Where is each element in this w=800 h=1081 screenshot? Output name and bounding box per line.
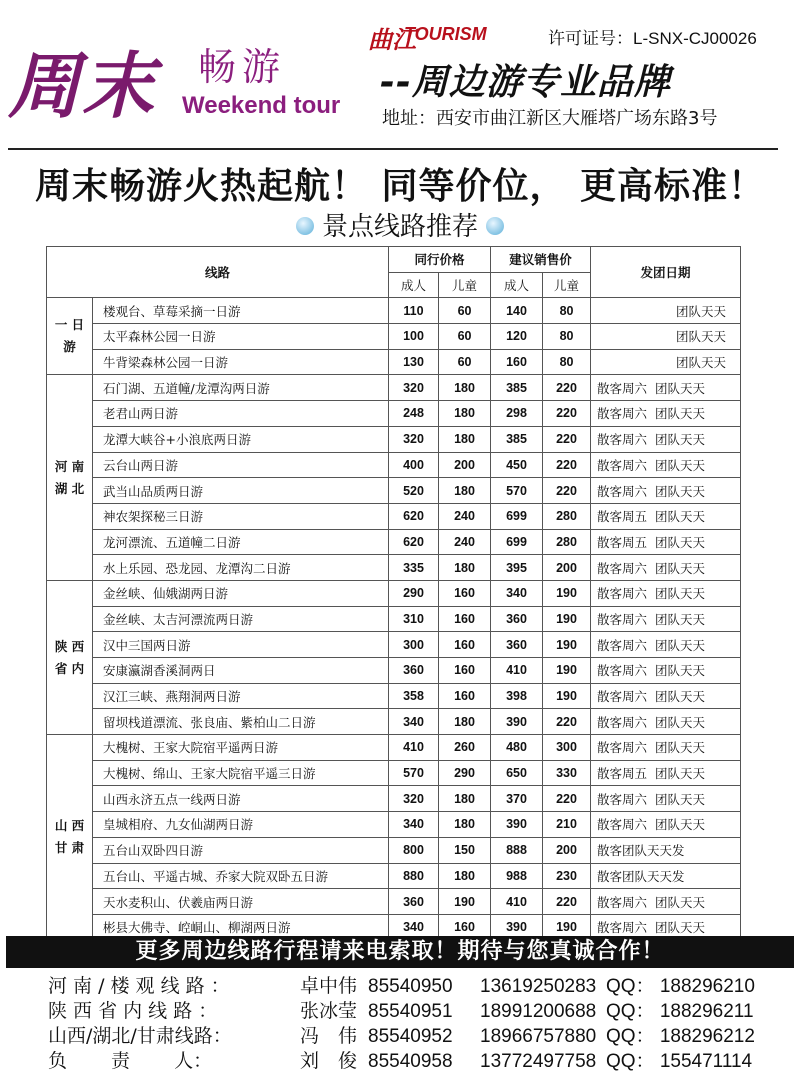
- departure-date: 散客周六 团队天天: [591, 914, 741, 940]
- table-row: [47, 812, 741, 838]
- contact-qq: QQ： 188296211: [606, 1001, 754, 1022]
- route-name: 楼观台、草莓采摘一日游: [93, 298, 389, 324]
- route-name: 龙潭大峡谷+小浪底两日游: [93, 426, 389, 452]
- retail-adult-price: 699: [491, 529, 543, 555]
- retail-child-price: 80: [543, 324, 591, 350]
- retail-child-price: 200: [543, 837, 591, 863]
- peer-child-price: 160: [439, 606, 491, 632]
- table-row: [47, 580, 741, 606]
- contact-label: 负 责 人：: [48, 1050, 213, 1072]
- contact-row: [48, 1049, 788, 1074]
- retail-adult-price: 298: [491, 401, 543, 427]
- retail-adult-price: 390: [491, 709, 543, 735]
- route-name: 汉中三国两日游: [93, 632, 389, 658]
- retail-adult-price: 120: [491, 324, 543, 350]
- divider: [8, 148, 778, 150]
- table-row: [47, 529, 741, 555]
- departure-date: 散客周六 团队天天: [591, 735, 741, 761]
- retail-adult-price: 450: [491, 452, 543, 478]
- retail-child-price: 230: [543, 863, 591, 889]
- retail-adult-price: 570: [491, 478, 543, 504]
- peer-adult-price: 358: [389, 683, 439, 709]
- retail-child-price: 220: [543, 709, 591, 735]
- table-row: [47, 709, 741, 735]
- route-name: 留坝栈道漂流、张良庙、紫柏山二日游: [93, 709, 389, 735]
- peer-child-price: 60: [439, 298, 491, 324]
- routes-body: [47, 298, 741, 940]
- contact-row: [48, 1024, 788, 1049]
- route-name: 老君山两日游: [93, 401, 389, 427]
- peer-adult-price: 335: [389, 555, 439, 581]
- route-name: 山西永济五点一线两日游: [93, 786, 389, 812]
- peer-adult-price: 248: [389, 401, 439, 427]
- retail-adult-price: 340: [491, 580, 543, 606]
- departure-date: 散客周六 团队天天: [591, 452, 741, 478]
- address: 地址：西安市曲江新区大雁塔广场东路3号: [382, 108, 718, 129]
- peer-child-price: 180: [439, 426, 491, 452]
- retail-child-price: 220: [543, 786, 591, 812]
- route-name: 龙河漂流、五道幢二日游: [93, 529, 389, 555]
- contact-qq: QQ： 188296210: [606, 976, 755, 997]
- header: [0, 0, 800, 150]
- retail-adult-price: 390: [491, 812, 543, 838]
- retail-adult-price: 395: [491, 555, 543, 581]
- departure-date: 散客周五 团队天天: [591, 760, 741, 786]
- contact-phone: 85540952: [368, 1026, 453, 1047]
- departure-date: 散客周六 团队天天: [591, 786, 741, 812]
- table-row: [47, 760, 741, 786]
- departure-date: 散客周五 团队天天: [591, 503, 741, 529]
- retail-adult-price: 410: [491, 889, 543, 915]
- table-row: [47, 632, 741, 658]
- peer-adult-price: 320: [389, 426, 439, 452]
- header-departure: 发团日期: [591, 247, 741, 298]
- peer-adult-price: 620: [389, 529, 439, 555]
- retail-child-price: 200: [543, 555, 591, 581]
- peer-child-price: 260: [439, 735, 491, 761]
- peer-adult-price: 130: [389, 349, 439, 375]
- retail-child-price: 190: [543, 606, 591, 632]
- region-label: 陕 西 省 内: [47, 580, 93, 734]
- header-adult: 成人: [491, 272, 543, 298]
- peer-adult-price: 800: [389, 837, 439, 863]
- table-row: [47, 375, 741, 401]
- table-row: [47, 324, 741, 350]
- table-row: [47, 555, 741, 581]
- departure-date: 团队天天: [591, 298, 741, 324]
- contact-phone: 85540951: [368, 1001, 453, 1022]
- route-name: 石门湖、五道幢/龙潭沟两日游: [93, 375, 389, 401]
- contact-phone: 85540950: [368, 976, 453, 997]
- route-name: 天水麦积山、伏羲庙两日游: [93, 889, 389, 915]
- contact-label: 河 南 / 楼 观 线 路 ：: [48, 975, 230, 997]
- header-retail-price: 建议销售价: [491, 247, 591, 273]
- retail-child-price: 280: [543, 529, 591, 555]
- table-row: [47, 889, 741, 915]
- peer-child-price: 180: [439, 863, 491, 889]
- header-peer-price: 同行价格: [389, 247, 491, 273]
- retail-child-price: 280: [543, 503, 591, 529]
- peer-adult-price: 300: [389, 632, 439, 658]
- peer-adult-price: 310: [389, 606, 439, 632]
- retail-child-price: 190: [543, 683, 591, 709]
- contact-row: [48, 974, 788, 999]
- retail-adult-price: 360: [491, 606, 543, 632]
- retail-adult-price: 360: [491, 632, 543, 658]
- table-row: [47, 786, 741, 812]
- contact-name: 冯 伟: [300, 1025, 358, 1047]
- table-row: [47, 863, 741, 889]
- header-adult: 成人: [389, 272, 439, 298]
- departure-date: 散客周六 团队天天: [591, 375, 741, 401]
- retail-child-price: 210: [543, 812, 591, 838]
- peer-adult-price: 340: [389, 812, 439, 838]
- region-label: 河 南 湖 北: [47, 375, 93, 581]
- peer-child-price: 160: [439, 658, 491, 684]
- departure-date: 散客周六 团队天天: [591, 606, 741, 632]
- departure-date: 散客周六 团队天天: [591, 889, 741, 915]
- route-name: 五台山双卧四日游: [93, 837, 389, 863]
- contact-mobile: 18966757880: [480, 1026, 597, 1047]
- route-name: 彬县大佛寺、崆峒山、柳湖两日游: [93, 914, 389, 940]
- table-row: [47, 735, 741, 761]
- bullet-icon: [296, 217, 314, 235]
- peer-child-price: 180: [439, 401, 491, 427]
- brand-chinese: 曲江: [368, 25, 416, 54]
- retail-child-price: 80: [543, 298, 591, 324]
- departure-date: 散客周六 团队天天: [591, 426, 741, 452]
- subhead: [0, 206, 800, 243]
- route-name: 水上乐园、恐龙园、龙潭沟二日游: [93, 555, 389, 581]
- retail-child-price: 190: [543, 580, 591, 606]
- route-name: 汉江三峡、燕翔洞两日游: [93, 683, 389, 709]
- subhead-text: 景点线路推荐: [321, 212, 478, 242]
- contact-mobile: 18991200688: [480, 1001, 597, 1022]
- peer-child-price: 60: [439, 349, 491, 375]
- contact-mobile: 13772497758: [480, 1051, 597, 1072]
- retail-child-price: 300: [543, 735, 591, 761]
- contact-label: 山西/湖北/甘肃线路：: [48, 1025, 232, 1047]
- peer-adult-price: 110: [389, 298, 439, 324]
- retail-adult-price: 650: [491, 760, 543, 786]
- departure-date: 团队天天: [591, 349, 741, 375]
- contact-qq: QQ： 155471114: [606, 1051, 753, 1072]
- route-name: 安康瀛湖香溪洞两日: [93, 658, 389, 684]
- peer-child-price: 180: [439, 555, 491, 581]
- region-label: 山 西 甘 肃: [47, 735, 93, 941]
- peer-child-price: 180: [439, 812, 491, 838]
- departure-date: 散客周六 团队天天: [591, 580, 741, 606]
- route-name: 云台山两日游: [93, 452, 389, 478]
- peer-child-price: 240: [439, 503, 491, 529]
- retail-adult-price: 160: [491, 349, 543, 375]
- retail-child-price: 190: [543, 914, 591, 940]
- retail-child-price: 190: [543, 632, 591, 658]
- logo-sub: 畅游: [198, 45, 287, 89]
- route-name: 牛背梁森林公园一日游: [93, 349, 389, 375]
- banner: 更多周边线路行程请来电索取！期待与您真诚合作！: [6, 936, 794, 968]
- departure-date: 散客周六 团队天天: [591, 401, 741, 427]
- table-row: [47, 452, 741, 478]
- peer-child-price: 60: [439, 324, 491, 350]
- contacts: [48, 974, 788, 1074]
- table-row: [47, 683, 741, 709]
- peer-adult-price: 620: [389, 503, 439, 529]
- peer-adult-price: 880: [389, 863, 439, 889]
- retail-adult-price: 140: [491, 298, 543, 324]
- peer-child-price: 160: [439, 632, 491, 658]
- contact-name: 刘 俊: [300, 1050, 358, 1072]
- departure-date: 散客周六 团队天天: [591, 632, 741, 658]
- retail-adult-price: 888: [491, 837, 543, 863]
- peer-adult-price: 340: [389, 709, 439, 735]
- peer-adult-price: 360: [389, 658, 439, 684]
- contact-name: 张冰莹: [300, 1000, 358, 1022]
- retail-child-price: 220: [543, 889, 591, 915]
- retail-child-price: 220: [543, 452, 591, 478]
- peer-child-price: 160: [439, 580, 491, 606]
- peer-adult-price: 410: [389, 735, 439, 761]
- table-row: [47, 658, 741, 684]
- table-row: [47, 349, 741, 375]
- logo-main: 周末: [8, 43, 157, 128]
- retail-adult-price: 480: [491, 735, 543, 761]
- route-name: 武当山品质两日游: [93, 478, 389, 504]
- departure-date: 团队天天: [591, 324, 741, 350]
- slogan: --周边游专业品牌: [380, 62, 671, 103]
- peer-adult-price: 570: [389, 760, 439, 786]
- route-name: 金丝峡、太吉河漂流两日游: [93, 606, 389, 632]
- bullet-icon: [486, 217, 504, 235]
- table-row: [47, 478, 741, 504]
- route-name: 皇城相府、九女仙湖两日游: [93, 812, 389, 838]
- retail-child-price: 220: [543, 478, 591, 504]
- table-row: [47, 837, 741, 863]
- table-row: [47, 298, 741, 324]
- contact-mobile: 13619250283: [480, 976, 597, 997]
- peer-child-price: 160: [439, 683, 491, 709]
- peer-adult-price: 360: [389, 889, 439, 915]
- peer-child-price: 240: [439, 529, 491, 555]
- retail-adult-price: 390: [491, 914, 543, 940]
- table-row: [47, 401, 741, 427]
- peer-child-price: 180: [439, 478, 491, 504]
- contact-name: 卓中伟: [300, 975, 358, 997]
- retail-child-price: 220: [543, 401, 591, 427]
- license-number: 许可证号：L-SNX-CJ00026: [548, 29, 757, 48]
- peer-adult-price: 290: [389, 580, 439, 606]
- peer-child-price: 180: [439, 375, 491, 401]
- retail-child-price: 220: [543, 426, 591, 452]
- table-row: [47, 503, 741, 529]
- peer-child-price: 190: [439, 889, 491, 915]
- departure-date: 散客周六 团队天天: [591, 812, 741, 838]
- routes-table: [46, 246, 741, 941]
- route-name: 金丝峡、仙娥湖两日游: [93, 580, 389, 606]
- peer-adult-price: 320: [389, 375, 439, 401]
- peer-adult-price: 400: [389, 452, 439, 478]
- contact-row: [48, 999, 788, 1024]
- retail-child-price: 80: [543, 349, 591, 375]
- peer-child-price: 290: [439, 760, 491, 786]
- route-name: 五台山、平遥古城、乔家大院双卧五日游: [93, 863, 389, 889]
- contact-label: 陕 西 省 内 线 路 ：: [48, 1000, 218, 1022]
- peer-child-price: 200: [439, 452, 491, 478]
- header-route: 线路: [47, 247, 389, 298]
- contact-phone: 85540958: [368, 1051, 453, 1072]
- retail-adult-price: 398: [491, 683, 543, 709]
- departure-date: 散客周六 团队天天: [591, 709, 741, 735]
- retail-adult-price: 410: [491, 658, 543, 684]
- retail-adult-price: 385: [491, 426, 543, 452]
- table-row: [47, 426, 741, 452]
- route-name: 神农架探秘三日游: [93, 503, 389, 529]
- route-name: 大槐树、王家大院宿平遥两日游: [93, 735, 389, 761]
- peer-adult-price: 320: [389, 786, 439, 812]
- peer-child-price: 180: [439, 786, 491, 812]
- departure-date: 散客团队天天发: [591, 863, 741, 889]
- route-name: 太平森林公园一日游: [93, 324, 389, 350]
- retail-adult-price: 699: [491, 503, 543, 529]
- header-child: 儿童: [543, 272, 591, 298]
- departure-date: 散客周六 团队天天: [591, 478, 741, 504]
- retail-adult-price: 385: [491, 375, 543, 401]
- retail-adult-price: 370: [491, 786, 543, 812]
- departure-date: 散客周五 团队天天: [591, 529, 741, 555]
- retail-child-price: 330: [543, 760, 591, 786]
- departure-date: 散客周六 团队天天: [591, 555, 741, 581]
- peer-adult-price: 340: [389, 914, 439, 940]
- departure-date: 散客周六 团队天天: [591, 658, 741, 684]
- departure-date: 散客团队天天发: [591, 837, 741, 863]
- header-child: 儿童: [439, 272, 491, 298]
- departure-date: 散客周六 团队天天: [591, 683, 741, 709]
- region-label: 一 日 游: [47, 298, 93, 375]
- brand-english: TOURISM: [404, 24, 487, 44]
- route-name: 大槐树、绵山、王家大院宿平遥三日游: [93, 760, 389, 786]
- peer-child-price: 160: [439, 914, 491, 940]
- contact-qq: QQ： 188296212: [606, 1026, 755, 1047]
- headline: 周末畅游火热起航！ 同等价位， 更高标准！: [34, 166, 766, 207]
- peer-adult-price: 100: [389, 324, 439, 350]
- peer-child-price: 150: [439, 837, 491, 863]
- retail-child-price: 190: [543, 658, 591, 684]
- peer-child-price: 180: [439, 709, 491, 735]
- logo-english: Weekend tour: [182, 92, 341, 119]
- peer-adult-price: 520: [389, 478, 439, 504]
- retail-child-price: 220: [543, 375, 591, 401]
- table-row: [47, 606, 741, 632]
- retail-adult-price: 988: [491, 863, 543, 889]
